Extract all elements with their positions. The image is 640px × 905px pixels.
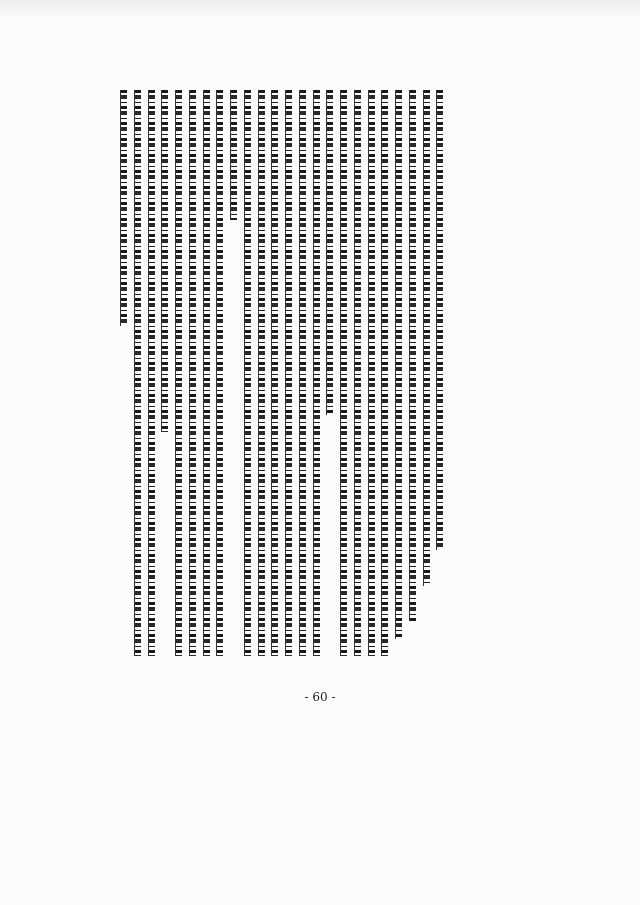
script-column (368, 90, 375, 656)
script-column (285, 90, 292, 656)
script-column (230, 90, 237, 220)
script-column (244, 90, 251, 656)
script-column (299, 90, 306, 656)
script-column (271, 90, 278, 656)
script-column (216, 90, 223, 656)
script-column (326, 90, 333, 415)
script-column (161, 90, 168, 432)
vertical-script-body (120, 90, 450, 680)
script-column (395, 90, 402, 639)
page-number: - 60 - (304, 690, 336, 704)
script-column (203, 90, 210, 656)
script-column (313, 90, 320, 656)
script-column (258, 90, 265, 656)
script-column (120, 90, 127, 326)
script-column (175, 90, 182, 656)
script-column (381, 90, 388, 656)
scan-edge-shadow (0, 0, 640, 20)
script-column (409, 90, 416, 621)
script-column (340, 90, 347, 656)
script-column (436, 90, 443, 550)
script-column (134, 90, 141, 656)
script-column (148, 90, 155, 656)
script-column (354, 90, 361, 656)
script-column (423, 90, 430, 586)
script-column (189, 90, 196, 656)
